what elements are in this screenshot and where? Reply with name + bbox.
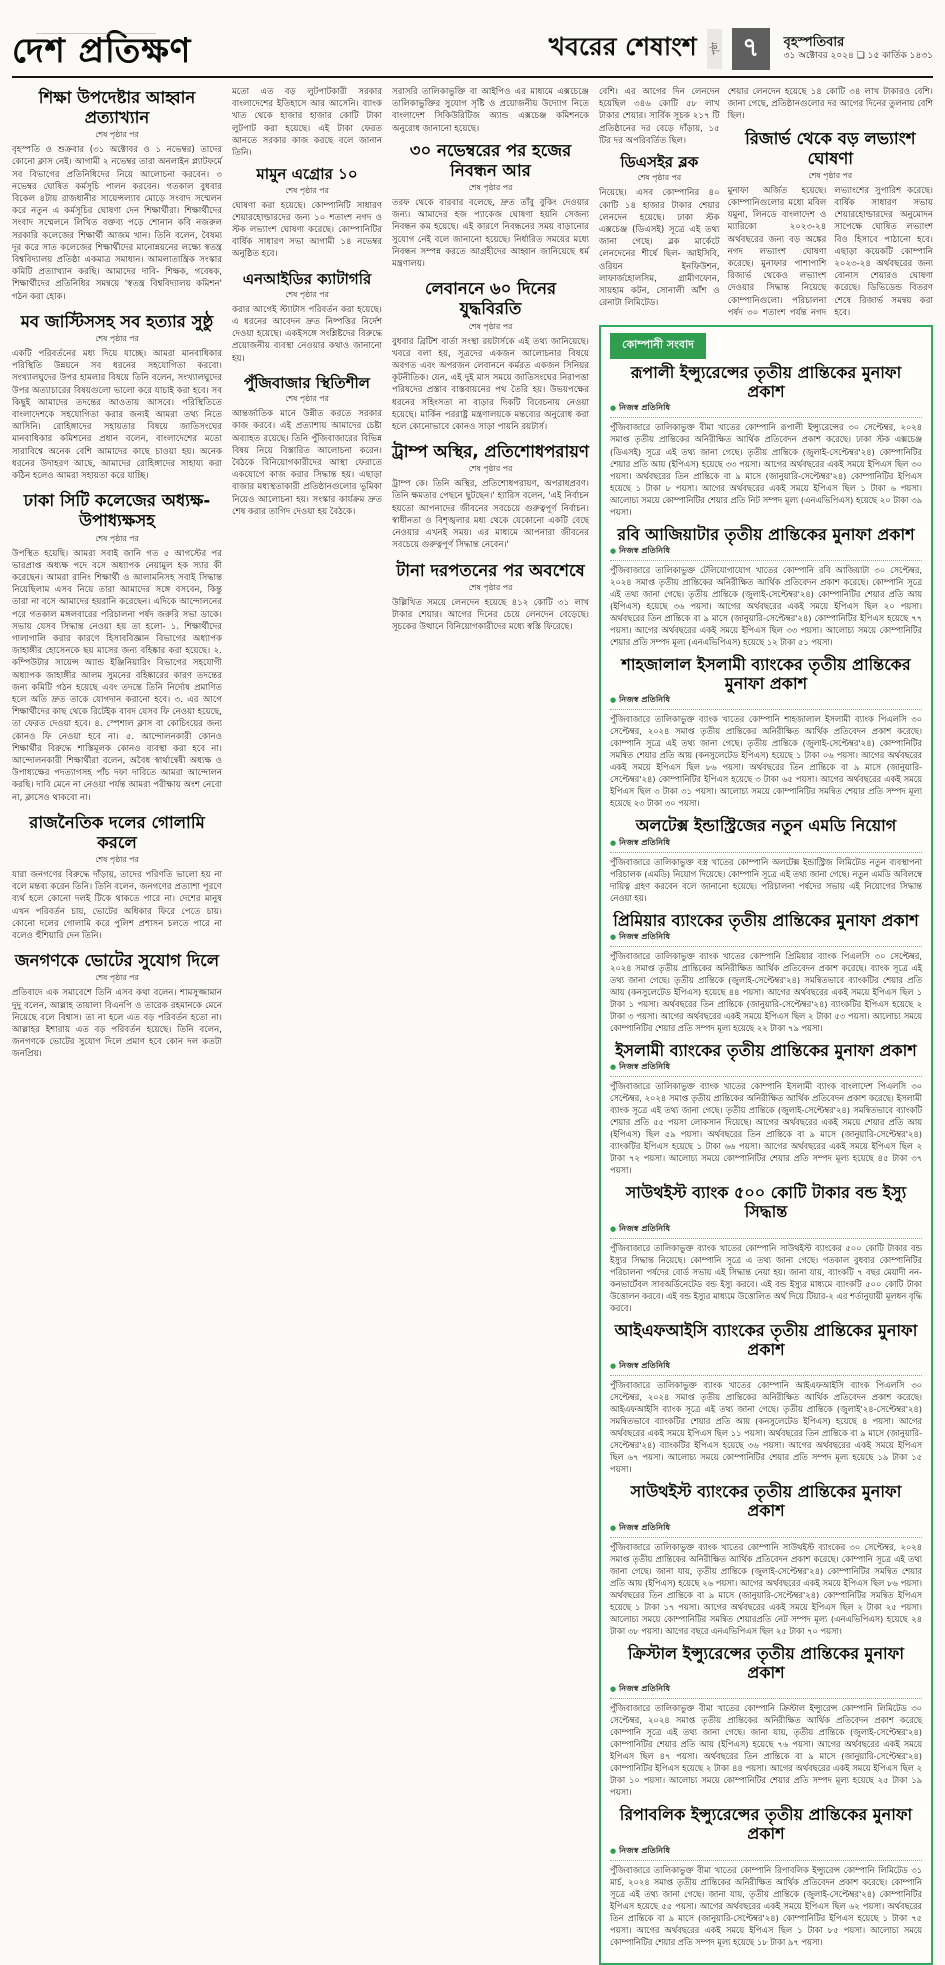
column-4: [599, 86, 933, 1965]
dateline: ৩১ অক্টোবর ২০২৪ ❑ ১৫ কার্তিক ১৪৩১: [783, 51, 933, 61]
reporter-byline: [610, 1683, 922, 1696]
article-headline: ইসলামী ব্যাংকের তৃতীয় প্রান্তিকের মুনাফা প্রকাশ: [615, 1040, 917, 1060]
dotted-separator: [610, 1860, 922, 1861]
reporter-byline: [610, 402, 922, 415]
article-headline: রিপাবলিক ইন্স্যুরেন্সের তৃতীয় প্রান্তিকের মুনাফা প্রকাশ: [619, 1805, 913, 1844]
reporter-byline: [610, 837, 922, 850]
article-education-advisor: [12, 88, 222, 303]
company-article-shahjalal-islami-bank: [610, 655, 922, 810]
article-headline: ক্রিস্টাল ইন্স্যুরেন্সের তৃতীয় প্রান্তিকের মুনাফা প্রকাশ: [628, 1643, 904, 1682]
article-body: পুঁজিবাজারে তালিকাভুক্ত ব্যাংক খাতের কোম্পানি শাহজালাল ইসলামী ব্যাংক পিএলসি ৩০ সেপ্টেম্বর, ২০২৪ সমাপ্ত তৃতীয় প্রান্তিকের অনিরীক্ষিত আর্থিক প্রতিবেদন প্রকাশ করেছে। কোম্পানি সূত্রে এই তথ্য জানা গেছে। তৃতীয় প্রান্তিকে (জুলাই-সেপ্টেম্বর'২৪) কোম্পানিটির সমন্বিত শেয়ার প্রতি আয় (কনসুলেটেড ইপিএস) হয়েছে ১ টাকা ০৬ পয়সা। আগের অর্থবছরের একই সময়ে ইপিএস ছিল ৮৬ পয়সা। অর্থবছরের তিন প্রান্তিকে বা ৯ মাসে (জানুয়ারি-সেপ্টেম্বর'২৪) কোম্পানিটির ইপিএস হয়েছে ৩ টাকা ৬৫ পয়সা। আগের অর্থবছরের একই সময়ে ইপিএস ছিল ৩ টাকা ৩১ পয়সা। আলোচ্য সময়ে কোম্পানিটির সমন্বিত শেয়ার প্রতি সম্পদ মূল্য হয়েছে ২৩ টাকা ৩০ পয়সা।: [610, 714, 922, 809]
date-block: [780, 35, 933, 63]
bullet-icon: ●: [610, 932, 617, 941]
continuation-text: শেয়ার লেনদেন হয়েছে ১৪ কোটি ৩৪ লাখ টাকারও বেশি। জানা গেছে, প্রতিষ্ঠানগুলোর দর আগের দিনের তুলনায় বেশি ছিল।: [727, 87, 934, 122]
article-headline: মামুন এগ্রোর ১০: [256, 165, 358, 184]
article-body: উপস্থিত হয়েছি। আমরা সবাই জানি গত ৫ আগস্টের পর ভারপ্রাপ্ত অধ্যক্ষ পদে বসে অধ্যাপক নেয়ামুল হক স্যার কী করেছেন। আমরা রানিং শিক্ষার্থী ও আলামনিসহ সবাই সিদ্ধান্ত নিয়েছিলাম এসব নিয়ে তারা আমাদের সঙ্গে বসবেন, কিন্তু তারা না বসে আমাদের হয়রানি করেছেন। এদিকে আন্দোলনের পরে গতকাল মঙ্গলবারের পরিচালনা পর্ষদ জরুরি সভা ডাকে। সভায় যেসব সিদ্ধান্ত নেওয়া হয় তা হলো- ১. শিক্ষার্থীদের গালাগালি করার কারণে হিসাববিজ্ঞান বিভাগের অধ্যাপক জাহাঙ্গীর হোসেনকে ছয় মাসের জন্য বহিষ্কার করা হয়েছে। ২. কম্পিউটার সায়েন্স অ্যান্ড ইঞ্জিনিয়ারিং বিভাগের সহযোগী অধ্যাপক জাহাঙ্গীর আলম সুমনের বহিষ্কারের কারণ তদন্তের জন্য কমিটি গঠন হয়েছে এবং তদন্তে তিনি নির্দোষ প্রমাণিত হলে অতি দ্রুত তাকে যোগদান করানো হবে। ৩. এর আগে শিক্ষার্থীদের কাছ থেকে রিটেইক বাবদ যেসব ফি নেওয়া হয়েছে, তা ফেরত দেওয়া হবে। ৪. স্পেশাল ক্লাস বা কোচিংয়ের জন্য কোনও ফি নেওয়া হবে না। ৫. আন্দোলনকারী কোনও শিক্ষার্থীর বিরুদ্ধে শাস্তিমূলক কোনও ব্যবস্থা করা হবে না। আন্দোলনকারী শিক্ষার্থীরা বলেন, অবৈধ স্বার্থান্বেষী অধ্যক্ষ ও উপাধ্যক্ষের পদত্যাগসহ পাঁচ দফা দাবিতে আমরা আন্দোলন করছি। দাবি মেনে না নেওয়া পর্যন্ত আমরা পরীক্ষায় অংশ নেবো না, ক্লাসেও থাকবো না।: [12, 548, 222, 803]
company-article-crystal-insurance: [610, 1644, 922, 1799]
dotted-separator: [610, 1238, 922, 1239]
article-body: নিয়েছে। এসব কোম্পানির ৪০ কোটি ১৪ হাজার টাকার শেয়ার লেনদেন হয়েছে। ঢাকা স্টক এক্সচেঞ্জ (ডিএসই) সূত্রে এই তথ্য জানা গেছে। ব্লক মার্কেটে লেনদেনের শীর্ষে ছিল- আইসিবি, ওরিয়ন ইনফিউশন, লাফার্জহোলসিম, গ্রামীণফোন, সায়হাম কটন, সোনালী আঁশ ও রেনাটা লিমিটেড।: [599, 188, 720, 309]
article-mob-justice: [12, 312, 222, 482]
continuation-text: বেশি। এর আগের দিন লেনদেন হয়েছিল ৩৪৬ কোটি ৫৮ লাখ টাকার শেয়ার। সার্বিক সূচক ২১৭ টি প্রতিষ্ঠানের দর বেড়ে দাঁড়ায়, ১৫ টির দর অপরিবর্তিত ছিল।: [599, 87, 720, 146]
continued-label: শেষ পৃষ্ঠার পর: [637, 173, 682, 183]
article-headline: ঢাকা সিটি কলেজের অধ্যক্ষ-উপাধ্যক্ষসহ: [23, 491, 211, 531]
bullet-icon: ●: [610, 546, 617, 555]
article-headline: রিজার্ভ থেকে বড় লভ্যাংশ ঘোষণা: [745, 128, 916, 168]
bullet-icon: ●: [610, 1063, 617, 1072]
article-headline: রাজনৈতিক দলের গোলামি করলে: [29, 812, 205, 852]
article-body: পুঁজিবাজারে তালিকাভুক্ত ব্যাংক খাতের কোম্পানি প্রিমিয়ার ব্যাংক পিএলসি ৩০ সেপ্টেম্বর, ২০২৪ সমাপ্ত তৃতীয় প্রান্তিকের অনিরীক্ষিত আর্থিক প্রতিবেদন প্রকাশ করেছে। ব্যাংক সূত্রে এই তথ্য জানা গেছে। তৃতীয় প্রান্তিকে (জুলাই-সেপ্টেম্বর'২৪) সমন্বিতভাবে ব্যাংকটির শেয়ার প্রতি আয় (কনসুলেটেড ইপিএস) হয়েছে ৪৪ পয়সা। আগের অর্থবছরের একই সময়ে ইপিএস ছিল ১ টাকা ১ পয়সা। অর্থবছরের তিন প্রান্তিকে (জানুয়ারি-সেপ্টেম্বর'২৪) ব্যাংকটির ইপিএস হয়েছে ২ টাকা ৩ পয়সা। আগের অর্থবছরের একই সময়ে ইপিএস ছিল ২ টাকা ৫৩ পয়সা। আলোচ্য সময়ে কোম্পানিটির শেয়ার প্রতি সম্পদ মূল্য হয়েছে ২২ টাকা ৭৯ পয়সা।: [610, 950, 922, 1033]
continued-label: শেষ পৃষ্ঠার পর: [468, 582, 513, 592]
article-body: পুঁজিবাজারে তালিকাভুক্ত বীমা খাতের কোম্পানি রূপালী ইন্স্যুরেন্সের ৩০ সেপ্টেম্বর, ২০২৪ সমাপ্ত তৃতীয় প্রান্তিকের অনিরীক্ষিত আর্থিক প্রতিবেদন প্রকাশ করেছে। ঢাকা স্টক এক্সচেঞ্জ (ডিএসই) সূত্রে এই তথ্য জানা গেছে। তৃতীয় প্রান্তিকে (জুলাই-সেপ্টেম্বর'২৪) কোম্পানিটির শেয়ার প্রতি আয় (ইপিএস) হয়েছে ৩৩ পয়সা। আগের অর্থবছরের একই সময়ে ইপিএস ছিল ৩০ পয়সা। অর্থবছরের তিন প্রান্তিকে বা ৯ মাসে (জানুয়ারি-সেপ্টেম্বর'২৪) কোম্পানিটির ইপিএস হয়েছে ১ টাকা ৮ পয়সা। আগের অর্থবছরের একই সময়ে ইপিএস ছিল ১ টাকা ৬ পয়সা। আলোচ্য সময়ে কোম্পানিটির শেয়ার প্রতি নিট সম্পদ মূল্য (এনএভিপিএস) হয়েছে ২০ টাকা ৩৯ পয়সা।: [610, 422, 922, 517]
article-body: পুঁজিবাজারে তালিকাভুক্ত ব্যাংক খাতের কোম্পানি আইএফআইসি ব্যাংক পিএলসি ৩০ সেপ্টেম্বর, ২০২৪ সমাপ্ত তৃতীয় প্রান্তিকের অনিরীক্ষিত আর্থিক প্রতিবেদন প্রকাশ করেছে। আইএফআইসি ব্যাংক সূত্রে এই তথ্য জানা গেছে। তৃতীয় প্রান্তিকে (জুলাই'২৪-সেপ্টেম্বর'২৪) সমন্বিতভাবে ব্যাংকটির শেয়ার প্রতি আয় (কনসুলেটেড ইপিএস) হয়েছে ৪ পয়সা। আগের অর্থবছরের একই সময়ে ইপিএস ছিল ১১ পয়সা। অর্থবছরের তিন প্রান্তিকে বা ৯ মাসে (জানুয়ারি-সেপ্টেম্বর'২৪) ব্যাংকটির ইপিএস হয়েছে ৩৬ পয়সা। আগের অর্থবছরের একই সময়ে ইপিএস ছিল ৬৭ পয়সা। আলোচ্য সময়ে কোম্পানিটির শেয়ার প্রতি সম্পদ মূল্য হয়েছে ১৯ টাকা ১৫ পয়সা।: [610, 1380, 922, 1475]
continued-label: শেষ পৃষ্ঠার পর: [468, 183, 513, 193]
reporter-byline: [610, 545, 922, 558]
header-right: [549, 27, 933, 70]
reporter-label: নিজস্ব প্রতিনিধি: [618, 836, 671, 847]
company-article-southeast-bond: [610, 1183, 922, 1313]
article-lebanon-ceasefire: [392, 279, 589, 433]
bullet-icon: ●: [610, 696, 617, 705]
reserve-dividend-column: [728, 86, 933, 319]
article-body: পুঁজিবাজারে তালিকাভুক্ত বীমা খাতের কোম্পানি রিপাবলিক ইন্স্যুরেন্স কোম্পানি লিমিটেড ৩১ মার্চ, ২০২৪ সমাপ্ত তৃতীয় প্রান্তিকের অনিরীক্ষিত আর্থিক প্রতিবেদন প্রকাশ করেছে। কোম্পানি সূত্রে এই তথ্য জানা গেছে। জানা যায়, তৃতীয় প্রান্তিকে (জুলাই-সেপ্টেম্বর'২৪) কোম্পানিটির ইপিএস হয়েছে ৫৫ পয়সা। আগের অর্থবছরের একই সময়ে ইপিএস ছিল ৬২ পয়সা। অর্থবছরের তিন প্রান্তিকে বা ৯ মাসে (জানুয়ারি-সেপ্টেম্বর'২৪) কোম্পানিটির ইপিএস হয়েছে ১ টাকা ৭৫ পয়সা। আগের অর্থবছরের একই সময়ে ইপিএস ছিল ১ টাকা ৮৫ পয়সা। আলোচ্য সময়ে কোম্পানিটির শেয়ার প্রতি সম্পদ মূল্য হয়েছে ১৮ টাকা ৯৭ পয়সা।: [610, 1864, 922, 1947]
newspaper-logo: দেশ প্রতিক্ষণ: [12, 31, 192, 72]
continued-label: শেষ পৃষ্ঠার পর: [285, 289, 329, 299]
reporter-label: নিজস্ব প্রতিনিধি: [618, 1683, 671, 1694]
article-headline: সাউথইস্ট ব্যাংকের তৃতীয় প্রান্তিকের মুনাফা প্রকাশ: [630, 1482, 902, 1521]
reporter-label: নিজস্ব প্রতিনিধি: [618, 1521, 671, 1532]
article-vote-opportunity: [12, 951, 222, 1060]
article-trump-vengeful: [392, 442, 589, 551]
article-headline: ট্রাম্প অস্থির, প্রতিশোধপরায়ণ: [392, 442, 589, 462]
reporter-label: নিজস্ব প্রতিনিধি: [618, 930, 671, 941]
article-headline: শিক্ষা উপদেষ্টার আহ্বান প্রত্যাখ্যান: [38, 88, 196, 128]
article-market-recovery: [392, 561, 589, 634]
article-body: তরফ থেকে বারবার বলেছে, দ্রুত তাঁবু বুকিং দেওয়ার জন্য। আমাদের হজ প্যাকেজ ঘোষণা হয়নি সেজন্য নিবন্ধন কম হয়েছে। এই কারণে নিবন্ধনের সময় বাড়ানোর সুযোগ নেই বলে জানানো হয়েছে। নির্ধারিত সময়ের মধ্যে নিবন্ধন সম্পন্ন করতে আগ্রহীদের আহ্বান জানিয়েছে ধর্ম মন্ত্রণালয়।: [392, 198, 589, 270]
column-2: [232, 86, 382, 1965]
company-article-islami-bank: [610, 1041, 922, 1176]
article-body: মুনাফা অর্জিত হয়েছে। কোম্পানিগুলোর মধ্যে মবিল যমুনা, লিনডে বাংলাদেশ ও ম্যারিকো ২০২৩-২৪ অর্থবছরের জন্য বড় অঙ্কের নগদ লভ্যাংশ ঘোষণা করেছে। মুনাফার পাশাপাশি রিজার্ভ থেকেও লভ্যাংশ দেওয়ার সিদ্ধান্ত নিয়েছে কোম্পানিগুলো। পরিচালনা পর্ষদ ৩০ শতাংশ পর্যন্ত নগদ লভ্যাংশের সুপারিশ করেছে। বার্ষিক সাধারণ সভায় শেয়ারহোল্ডারদের অনুমোদন সাপেক্ষে ঘোষিত লভ্যাংশ বিও হিসাবে পাঠানো হবে। এছাড়া কয়েকটি কোম্পানি ২০২৩-২৪ অর্থবছরের জন্য বোনাস শেয়ারও ঘোষণা করেছে। ডিভিডেন্ড বিতরণ শেষে রিজার্ভ সমন্বয় করা হবে।: [727, 185, 933, 318]
bullet-icon: ●: [610, 1846, 617, 1855]
reporter-label: নিজস্ব প্রতিনিধি: [618, 1222, 671, 1233]
reporter-label: নিজস্ব প্রতিনিধি: [618, 1061, 671, 1072]
article-headline: অলটেক্স ইন্ডাস্ট্রিজের নতুন এমডি নিয়োগ: [635, 816, 897, 836]
page-word-label: পৃষ্ঠা: [707, 29, 722, 69]
article-body: পুঁজিবাজারে তালিকাভুক্ত ব্যাংক খাতের কোম্পানি সাউথইস্ট ব্যাংকের ৫০০ কোটি টাকার বন্ড ইস্যুর সিদ্ধান্ত নিয়েছে। কোম্পানি সূত্রে এ তথ্য জানা গেছে। গতকাল বুধবার কোম্পানিটির পরিচালনা পর্ষদের বোর্ড সভায় এই সিদ্ধান্ত নেয়া হয়। জানা যায়, ব্যাংকটি ৭ বছর মেয়াদী নন-কনভার্টেবল সাবঅর্ডিনেটেড বন্ড ইস্যু করবে। এই বন্ড ইস্যুর মাধ্যমে ব্যাংকটি ৫০০ কোটি টাকা উত্তোলন করবে। এই বন্ড ইস্যুর মাধ্যমে উত্তোলিত অর্থ দিয়ে টিয়ার-২ এর শর্তানুযায়ী মূলধন বৃদ্ধি করবে।: [610, 1242, 922, 1313]
content-grid: [12, 86, 933, 1965]
company-news-title: কোম্পানী সংবাদ: [610, 333, 706, 359]
company-article-premier-bank: [610, 911, 922, 1034]
company-article-republic-insurance: [610, 1805, 922, 1947]
company-article-robi-axiata: [610, 525, 922, 648]
continued-label: শেষ পৃষ্ঠার পর: [95, 973, 139, 983]
article-headline: রবি আজিয়াটার তৃতীয় প্রান্তিকের মুনাফা প্রকাশ: [617, 524, 915, 544]
bullet-icon: ●: [610, 1224, 617, 1233]
bullet-icon: ●: [610, 838, 617, 847]
masthead: [12, 26, 191, 70]
reporter-byline: [610, 1522, 922, 1535]
article-body: আন্তর্জাতিক মানে উন্নীত করতে সরকার কাজ করবে। এই প্রত্যাশায় আমাদের চেষ্টা অব্যাহত রয়েছে। তিনি পুঁজিবাজারের বিভিন্ন বিষয় নিয়ে বিস্তারিত আলোচনা করেন। বৈঠকে বিনিয়োগকারীদের আস্থা ফেরাতে একযোগে কাজ করার সিদ্ধান্ত হয়। এছাড়া বাজার মধ্যস্থতাকারী প্রতিষ্ঠানগুলোর ভূমিকা নিয়েও আলোচনা হয়। সংস্কার কার্যক্রম দ্রুত শেষ করার তাগিদ দেওয়া হয় বৈঠকে।: [232, 409, 382, 517]
article-headline: মব জাস্টিসসহ সব হত্যার সুষ্ঠু: [20, 311, 214, 331]
article-headline: লেবাননে ৬০ দিনের যুদ্ধবিরতি: [424, 279, 557, 319]
continued-label: শেষ পৃষ্ঠার পর: [95, 855, 139, 865]
article-body: পুঁজিবাজারে তালিকাভুক্ত ব্যাংক খাতের কোম্পানি সাউথইস্ট ব্যাংকের ৩০ সেপ্টেম্বর, ২০২৪ সমাপ্ত তৃতীয় প্রান্তিকের অনিরীক্ষিত আর্থিক প্রতিবেদন প্রকাশ করেছে। কোম্পানি সূত্রে এই তথ্য জানা গেছে। জানা যায়, তৃতীয় প্রান্তিকে (জুলাই-সেপ্টেম্বর'২৪) কোম্পানিটির সমন্বিত শেয়ার প্রতি আয় (ইপিএস) হয়েছে ২৬ পয়সা। আগের অর্থবছরের একই সময়ে ইপিএস ছিল ৮৬ পয়সা। অর্থবছরের তিন প্রান্তিকে বা ৯ মাসে (জানুয়ারি-সেপ্টেম্বর'২৪) কোম্পানিটির সমন্বিত ইপিএস হয়েছে ১ টাকা ১৭ পয়সা। আগের অর্থবছরের একই সময়ে ইপিএস ছিল ২ টাকা ২৫ পয়সা। আলোচ্য সময়ে কোম্পানিটির সমন্বিত শেয়ারপ্রতি নেট সম্পদ মূল্য (এনএভিপিএস) হয়েছে ২৪ টাকা ৩৮ পয়সা। আগের বছরে এনএভিপিএস ছিল ২৫ টাকা ৭০ পয়সা।: [610, 1541, 922, 1636]
article-city-college: [12, 491, 222, 804]
bullet-icon: ●: [610, 1685, 617, 1694]
dotted-separator: [610, 1375, 922, 1376]
article-hajj-registration: [392, 141, 589, 270]
article-body: করার আগেই স্ট্যাটাস পরিবর্তন করা হয়েছে। এ ধরনের আবেদন দ্রুত নিষ্পত্তির নির্দেশ দেওয়া হয়েছে। একইসঙ্গে সংশ্লিষ্টদের বিরুদ্ধে প্রয়োজনীয় ব্যবস্থা নেওয়ার কথাও জানানো হয়।: [232, 304, 382, 364]
continuation-text: সরাসরি তালিকাভুক্তি বা আইপিও এর মাধ্যমে এক্সচেঞ্জে তালিকাভুক্তির সুযোগ সৃষ্টি ও প্রয়োজনীয় উদ্যোগ নিতে বাংলাদেশ সিকিউরিটিজ অ্যান্ড এক্সচেঞ্জ কমিশনকে অনুরোধ জানানো হয়েছে।: [392, 87, 589, 134]
article-stable-market: [232, 374, 382, 518]
dse-block-column: [599, 86, 720, 319]
continued-label: শেষ পৃষ্ঠার পর: [468, 464, 513, 474]
article-headline: জনগণকে ভোটের সুযোগ দিলে: [14, 951, 220, 971]
article-nid-category: [232, 270, 382, 365]
dotted-separator: [610, 417, 922, 418]
continued-label: শেষ পৃষ্ঠার পর: [468, 321, 513, 331]
article-body: পুঁজিবাজারে তালিকাভুক্ত ব্যাংক খাতের কোম্পানি ইসলামী ব্যাংক বাংলাদেশ পিএলসি ৩০ সেপ্টেম্বর, ২০২৪ সমাপ্ত তৃতীয় প্রান্তিকের অনিরীক্ষিত আর্থিক প্রতিবেদন প্রকাশ করেছে। ইসলামী ব্যাংক সূত্রে এই তথ্য জানা গেছে। তৃতীয় প্রান্তিকে (জুলাই-সেপ্টেম্বর'২৪) সমন্বিতভাবে ব্যাংকটি শেয়ার প্রতি ৫৫ পয়সা লোকসান দিয়েছে। আগের অর্থবছরের একই সময়ে শেয়ার প্রতি আয় (ইপিএস) ছিল ৫৯ পয়সা। অর্থবছরের তিন প্রান্তিকে বা ৯ মাসে (জানুয়ারি-সেপ্টেম্বর'২৪) ব্যাংকটির ইপিএস হয়েছে ১ টাকা ৬৬ পয়সা। আগের অর্থবছরের একই সময়ে ইপিএস ছিল ২ টাকা ৭২ পয়সা। আলোচ্য সময়ে কোম্পানিটির শেয়ার প্রতি সম্পদ মূল্য হয়েছে ৪৫ টাকা ৩৭ পয়সা।: [610, 1081, 922, 1176]
column-3: [392, 86, 589, 1965]
reporter-byline: [610, 1360, 922, 1373]
page-number: ৭: [732, 28, 770, 70]
article-headline: টানা দরপতনের পর অবশেষে: [396, 560, 585, 580]
header-rule: [12, 76, 933, 78]
article-headline: সাউথইস্ট ব্যাংক ৫০০ কোটি টাকার বন্ড ইস্যু সিদ্ধান্ত: [625, 1183, 907, 1222]
reporter-byline: [610, 694, 922, 707]
article-headline: আইএফআইসি ব্যাংকের তৃতীয় প্রান্তিকের মুনাফা প্রকাশ: [614, 1320, 918, 1359]
dotted-separator: [610, 946, 922, 947]
article-mamun-agro: [232, 165, 382, 260]
dotted-separator: [610, 1076, 922, 1077]
column-1: [12, 86, 222, 1965]
continuation-text: মতো এত বড় লুটপাটকারী সরকার বাংলাদেশের ইতিহাসে আর আসেনি। ব্যাংক খাত থেকে হাজার হাজার কোটি টাকা লুটপাট করা হয়েছে। এই টাকা ফেরত আনতে সরকার কাজ করছে বলে জানান তিনি।: [232, 87, 382, 159]
dotted-separator: [610, 560, 922, 561]
bullet-icon: ●: [610, 404, 617, 413]
article-body: ট্রাম্প কে। তিনি অস্থির, প্রতিশোধপরায়ণ, অপরাধপ্রবণ। তিনি ক্ষমতার পেছনে ছুটছেন।' হ্যারিস বলেন, 'এই নির্বাচন হয়তো আপনাদের জীবনের সবচেয়ে গুরুত্বপূর্ণ নির্বাচন। স্বাধীনতা ও বিশৃঙ্খলার মধ্য থেকে যেকোনো একটি বেছে নেওয়ার এখনই সময়। এর মাধ্যমে আপনারা জীবনের সবচেয়ে গুরুত্বপূর্ণ সিদ্ধান্ত নেবেন।': [392, 479, 589, 551]
dotted-separator: [610, 1537, 922, 1538]
continued-label: শেষ পৃষ্ঠার পর: [808, 170, 853, 180]
dotted-separator: [610, 1698, 922, 1699]
section-title: খবরের শেষাংশ: [548, 32, 697, 61]
reporter-label: নিজস্ব প্রতিনিধি: [618, 544, 671, 555]
reporter-label: নিজস্ব প্রতিনিধি: [618, 694, 671, 705]
reporter-byline: [610, 1845, 922, 1858]
article-headline: পুঁজিবাজার স্থিতিশীল: [244, 373, 370, 392]
continued-label: শেষ পৃষ্ঠার পর: [95, 533, 139, 543]
article-headline: এনআইডির ক্যাটাগরি: [242, 269, 372, 288]
article-body: ঘোষণা করা হয়েছে। কোম্পানিটি সাধারণ শেয়ারহোল্ডারদের জন্য ১০ শতাংশ নগদ ও স্টক লভ্যাংশ ঘোষণা করেছে। কোম্পানিটির বার্ষিক সাধারণ সভা আগামী ১৪ নভেম্বর অনুষ্ঠিত হবে।: [232, 200, 382, 260]
company-article-southeast-bank-q3: [610, 1482, 922, 1637]
article-headline: শাহজালাল ইসলামী ব্যাংকের তৃতীয় প্রান্তিকের মুনাফা প্রকাশ: [621, 654, 911, 694]
dotted-separator: [610, 709, 922, 710]
article-body: যারা জনগণের বিরুদ্ধে দাঁড়ায়, তাদের পরিণতি ভালো হয় না বলে মন্তব্য করেন তিনি। তিনি বলেন, জনগণের প্রত্যাশা পূরণে ব্যর্থ হলে কোনো দলই টিকে থাকতে পারে না। দেশের মানুষ এখন পরিবর্তন চায়, ভোটের অধিকার ফিরে পেতে চায়। কোনো দলের গোলামি করে পুলিশ প্রশাসন চলতে পারে না বলেও হুঁশিয়ারি দেন তিনি।: [12, 870, 222, 942]
reporter-label: নিজস্ব প্রতিনিধি: [618, 1844, 671, 1855]
article-body: পুঁজিবাজারে তালিকাভুক্ত বীমা খাতের কোম্পানি ক্রিস্টাল ইন্স্যুরেন্স কোম্পানি লিমিটেড ৩০ সেপ্টেম্বর, ২০২৪ সমাপ্ত তৃতীয় প্রান্তিকের অনিরীক্ষিত আর্থিক প্রতিবেদন প্রকাশ করেছে কোম্পানি সূত্রে এই তথ্য জানা গেছে। জানা যায়, তৃতীয় প্রান্তিকে (জুলাই-সেপ্টেম্বর'২৪) কোম্পানিটির শেয়ার প্রতি আয় (ইপিএস) হয়েছে ৭৬ পয়সা। আগের অর্থবছরের একই সময়ে ইপিএস ছিল ৪৭ পয়সা। অর্থবছরের তিন প্রান্তিকে বা ৯ মাসে (জানুয়ারি-সেপ্টেম্বর'২৪) কোম্পানিটির ইপিএস হয়েছে ২ টাকা ৪৪ পয়সা। আগের অর্থবছরের একই সময়ে ইপিএস ছিল ২ টাকা ১০ পয়সা। আলোচ্য সময়ে কোম্পানিটির শেয়ার প্রতি সম্পদ মূল্য হয়েছে ২৫ টাকা ১৯ পয়সা।: [610, 1703, 922, 1798]
continued-label: শেষ পৃষ্ঠার পর: [285, 394, 329, 404]
continued-label: শেষ পৃষ্ঠার পর: [285, 185, 329, 195]
article-body: উল্লিখিত সময়ে লেনদেন হয়েছে ৪১২ কোটি ৩১ লাখ টাকার শেয়ার। আগের দিনের চেয়ে লেনদেন বেড়েছে। সূচকের উত্থানে বিনিয়োগকারীদের মধ্যে স্বস্তি ফিরেছে।: [392, 597, 589, 633]
article-body: পুঁজিবাজারে তালিকাভুক্ত টেলিযোগাযোগ খাতের কোম্পানি রবি আজিয়াটা ৩০ সেপ্টেম্বর, ২০২৪ সমাপ্ত তৃতীয় প্রান্তিকের অনিরীক্ষিত আর্থিক প্রতিবেদন প্রকাশ করেছে। কোম্পানি সূত্রে এই তথ্য জানা গেছে। তৃতীয় প্রান্তিকে (জুলাই-সেপ্টেম্বর'২৪) কোম্পানিটির শেয়ার প্রতি আয় (ইপিএস) হয়েছে ৩৬ পয়সা। আগের অর্থবছরের একই সময়ে ইপিএস ছিল ২০ পয়সা। অর্থবছরের তিন প্রান্তিকে বা ৯ মাসে (জানুয়ারি-সেপ্টেম্বর'২৪) কোম্পানিটির ইপিএস হয়েছে ৭৭ পয়সা। আগের অর্থবছরের একই সময়ে ইপিএস ছিল ৩৩ পয়সা। আলোচ্য সময়ে কোম্পানিটির শেয়ার প্রতি সম্পদ মূল্য (এনএভিপিএস) হয়েছে ১২ টাকা ৫১ পয়সা।: [610, 564, 922, 647]
article-headline: রূপালী ইন্স্যুরেন্সের তৃতীয় প্রান্তিকের মুনাফা প্রকাশ: [630, 363, 902, 402]
masthead-tagline-decoration: [36, 26, 156, 34]
continued-label: শেষ পৃষ্ঠার পর: [95, 130, 139, 140]
reporter-label: নিজস্ব প্রতিনিধি: [618, 402, 671, 413]
company-article-ific-bank: [610, 1321, 922, 1476]
article-headline: প্রিমিয়ার ব্যাংকের তৃতীয় প্রান্তিকের মুনাফা প্রকাশ: [613, 910, 919, 930]
article-body: প্রতিবাদে এক সমাবেশে তিনি এসব কথা বলেন। শামসুজ্জামান দুদু বলেন, আল্লাহ তায়ালা বিএনপি ও তারেক রহমানকে মেনে নিয়েছে বলে বিশ্বাস। তা না হলে এত বড় পরিবর্তন হতো না। আল্লাহর ইশারায় এত বড় পরিবর্তন হয়েছে। তিনি বলেন, জনগণকে ভোটের সুযোগ দিলে প্রমাণ হবে কোন দল কতটা জনপ্রিয়।: [12, 988, 222, 1060]
company-news-box: [599, 325, 933, 1965]
dotted-separator: [610, 852, 922, 853]
article-political-slavery: [12, 813, 222, 942]
reporter-byline: [610, 931, 922, 944]
bullet-icon: ●: [610, 1523, 617, 1532]
reporter-byline: [610, 1061, 922, 1074]
bullet-icon: ●: [610, 1362, 617, 1371]
weekday: বৃহস্পতিবার: [783, 34, 845, 50]
article-body: পুঁজিবাজারে তালিকাভুক্ত বস্ত্র খাতের কোম্পানি অলটেক্স ইন্ডাস্ট্রিজ লিমিটেড নতুন ব্যবস্থাপনা পরিচালক (এমডি) নিয়োগ দিয়েছে। কোম্পানি সূত্রে এই তথ্য জানা গেছে। নতুন এমডি অবিলম্বে দায়িত্ব গ্রহণ করবেন বলে জানানো হয়েছে। পরিচালনা পর্ষদের সভায় এই নিয়োগের সিদ্ধান্ত নেওয়া হয়।: [610, 856, 922, 903]
company-article-altex-md: [610, 816, 922, 903]
continued-label: শেষ পৃষ্ঠার পর: [95, 334, 139, 344]
reporter-label: নিজস্ব প্রতিনিধি: [618, 1360, 671, 1371]
reporter-byline: [610, 1223, 922, 1236]
company-article-rupali-insurance: [610, 363, 922, 518]
article-body: একটি পরিবর্তনের মধ্য দিয়ে যাচ্ছে। আমরা মানবাধিকার পরিস্থিতি উন্নয়নে সব ধরনের সহযোগিতা করবো। সংখ্যালঘুদের উপর হামলার বিষয়ে তিনি বলেন, সংখ্যালঘুদের উপর অত্যাচারের বিষয়গুলো ভালো করে যাচাই করা হবে। সব কিছুই আমাদের তদন্তের আওতায় আসবে। পরিস্থিতিতে বাংলাদেশকে সহযোগিতা করার জন্যই আমরা তথ্য নিতে আসিনি। রোহিঙ্গাদের সহায়তার বিষয়ে জাতিসংঘের মানবাধিকার কমিশনের প্রধান বলেন, বাংলাদেশের মতো সারাবিশ্বে অনেক বেশি আমাদের কাছে চাওয়া হয়। অনেক ধরনের উদাহরণ আছে, আমাদের রোহিঙ্গাদের সাহায্য করা কঠিন হলেও আমরা সহায়তা করে যাচ্ছি।: [12, 349, 222, 482]
page-header: [12, 8, 933, 70]
article-headline: ৩০ নভেম্বরের পর হজের নিবন্ধন আর: [409, 140, 572, 180]
column-4-top-row: [599, 86, 933, 319]
article-body: বুধবার ব্রিটিশ বার্তা সংস্থা রয়টার্সকে এই তথ্য জানিয়েছে। খবরে বলা হয়, সূত্রদের একজন আলোচনার বিষয়ে অবগত এবং অপরজন লেবাননে কর্মরত একজন সিনিয়র কূটনীতিক। যেন, এই দুই মাস সময়ে জাতিসংঘের নিরাপত্তা পরিষদের প্রস্তাব বাস্তবায়নের পথ তৈরি হয়। উভয়পক্ষের ধরনের সহিংসতা না বাড়ার দিকটি বিবেচনায় নেওয়া হয়েছে। মার্কিন পররাষ্ট্র মন্ত্রণালয়কে মন্তব্যের অনুরোধ করা হলে কোনোভাবে কোনও সাড়া পায়নি রয়টার্স।: [392, 336, 589, 432]
article-body: বৃহস্পতি ও শুক্রবার (৩১ অক্টোবর ও ১ নভেম্বর) তাদের কোনো ক্লাস নেই। আগামী ২ নভেম্বর তারা অনলাইন প্ল্যাটফর্মে সব বিভাগের প্রতিনিধিদের নিয়ে আলোচনা করবেন। ৩ নভেম্বর ঘোষিত কর্মসূচি পালন করবেন। গতকাল বুধবার বিকেল ৪টায় রাজধানীর সায়েন্সল্যাব মোড়ে সংবাদ সম্মেলন করে নতুন এ কর্মসূচির ঘোষণা দেন শিক্ষার্থীরা। শিক্ষার্থীদের সংবাদ সম্মেলনে লিখিত বক্তব্য পড়ে শোনান কবি নজরুল সরকারি কলেজের শিক্ষার্থী আজম খান। তিনি বলেন, বৈষম্য দূর করে সাত কলেজের শিক্ষার্থীদের মানোন্নয়নের লক্ষ্যে স্বতন্ত্র বিশ্ববিদ্যালয় প্রতিষ্ঠা একমাত্র সমাধান। আমলাতান্ত্রিক সংস্কার কমিটি প্রত্যাখ্যান করছি। আমাদের দাবি- শিক্ষক, গবেষক, শিক্ষার্থীদের প্রতিনিধির সমন্বয়ে 'স্বতন্ত্র বিশ্ববিদ্যালয় কমিশন' গঠন করা হোক।: [12, 145, 222, 302]
article-headline: ডিএসইর ব্লক: [620, 153, 699, 172]
